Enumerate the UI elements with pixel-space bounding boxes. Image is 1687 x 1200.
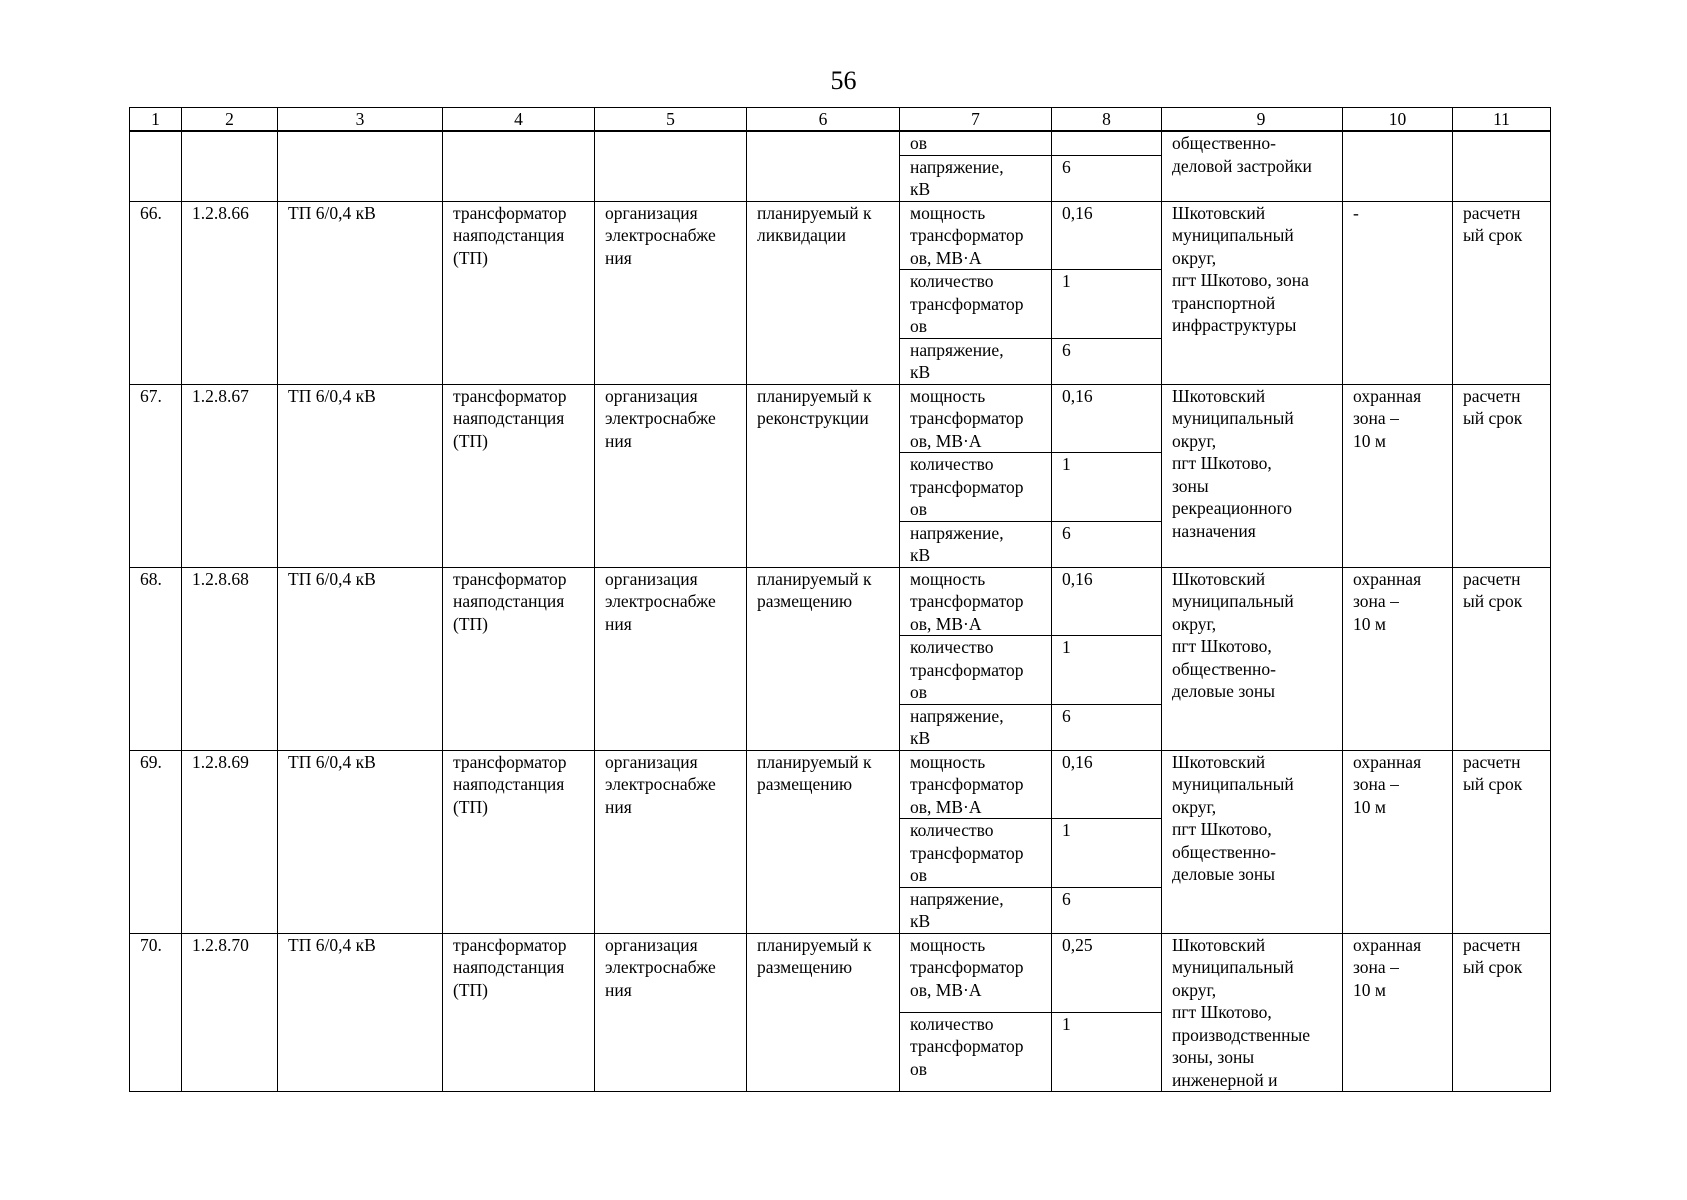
param-value: 6 <box>1052 521 1162 567</box>
object-type: трансформатор наяподстанция (ТП) <box>443 384 595 567</box>
object-name: ТП 6/0,4 кВ <box>278 201 443 384</box>
param-name: количество трансформатор ов <box>900 636 1052 705</box>
location-cell: Шкотовский муниципальный округ, пгт Шкотово, общественно- деловые зоны <box>1162 567 1343 750</box>
term-cell: расчетн ый срок <box>1453 750 1551 933</box>
object-purpose: организация электроснабже ния <box>595 201 747 384</box>
object-purpose: организация электроснабже ния <box>595 384 747 567</box>
param-value: 1 <box>1052 636 1162 705</box>
object-purpose: организация электроснабже ния <box>595 933 747 1092</box>
param-value: 6 <box>1052 155 1162 201</box>
param-name: напряжение, кВ <box>900 887 1052 933</box>
row-number: 66. <box>130 201 182 384</box>
column-number: 11 <box>1453 108 1551 132</box>
object-name: ТП 6/0,4 кВ <box>278 933 443 1092</box>
table-row <box>130 750 1551 819</box>
location-cell: общественно- деловой застройки <box>1162 131 1343 201</box>
table-row <box>130 567 1551 636</box>
param-value: 6 <box>1052 887 1162 933</box>
object-name: ТП 6/0,4 кВ <box>278 567 443 750</box>
param-name: мощность трансформатор ов, МВ·А <box>900 750 1052 819</box>
object-status: планируемый к размещению <box>747 750 900 933</box>
column-number: 2 <box>182 108 278 132</box>
param-name: мощность трансформатор ов, МВ·А <box>900 933 1052 1012</box>
empty-cell <box>443 131 595 201</box>
empty-cell <box>747 131 900 201</box>
param-name: количество трансформатор ов <box>900 1012 1052 1091</box>
object-code: 1.2.8.66 <box>182 201 278 384</box>
empty-cell <box>1453 131 1551 201</box>
table-body <box>130 108 1551 1092</box>
column-number: 5 <box>595 108 747 132</box>
row-number: 67. <box>130 384 182 567</box>
object-purpose: организация электроснабже ния <box>595 750 747 933</box>
zone-cell: охранная зона – 10 м <box>1343 750 1453 933</box>
param-name: напряжение, кВ <box>900 521 1052 567</box>
param-name: мощность трансформатор ов, МВ·А <box>900 201 1052 270</box>
column-number: 1 <box>130 108 182 132</box>
param-value: 0,16 <box>1052 384 1162 453</box>
continued-row <box>130 131 1551 155</box>
column-number: 3 <box>278 108 443 132</box>
table-row <box>130 384 1551 453</box>
param-name: мощность трансформатор ов, МВ·А <box>900 384 1052 453</box>
param-name: количество трансформатор ов <box>900 453 1052 522</box>
column-number: 9 <box>1162 108 1343 132</box>
param-name: количество трансформатор ов <box>900 819 1052 888</box>
zone-cell: - <box>1343 201 1453 384</box>
object-type: трансформатор наяподстанция (ТП) <box>443 750 595 933</box>
page-number: 56 <box>830 66 857 95</box>
object-name: ТП 6/0,4 кВ <box>278 384 443 567</box>
param-value: 1 <box>1052 453 1162 522</box>
term-cell: расчетн ый срок <box>1453 384 1551 567</box>
object-type: трансформатор наяподстанция (ТП) <box>443 201 595 384</box>
location-cell: Шкотовский муниципальный округ, пгт Шкотово, общественно- деловые зоны <box>1162 750 1343 933</box>
param-name: напряжение, кВ <box>900 338 1052 384</box>
param-value: 1 <box>1052 270 1162 339</box>
object-status: планируемый к размещению <box>747 567 900 750</box>
empty-cell <box>130 131 182 201</box>
empty-cell <box>595 131 747 201</box>
param-value <box>1052 131 1162 155</box>
object-status: планируемый к реконструкции <box>747 384 900 567</box>
param-value: 1 <box>1052 1012 1162 1091</box>
empty-cell <box>182 131 278 201</box>
object-status: планируемый к ликвидации <box>747 201 900 384</box>
table-row <box>130 201 1551 270</box>
location-cell: Шкотовский муниципальный округ, пгт Шкотово, зона транспортной инфраструктуры <box>1162 201 1343 384</box>
object-code: 1.2.8.68 <box>182 567 278 750</box>
object-code: 1.2.8.70 <box>182 933 278 1092</box>
object-status: планируемый к размещению <box>747 933 900 1092</box>
param-value: 0,16 <box>1052 201 1162 270</box>
term-cell: расчетн ый срок <box>1453 567 1551 750</box>
row-number: 69. <box>130 750 182 933</box>
param-value: 0,16 <box>1052 567 1162 636</box>
empty-cell <box>1343 131 1453 201</box>
object-type: трансформатор наяподстанция (ТП) <box>443 567 595 750</box>
param-name: количество трансформатор ов <box>900 270 1052 339</box>
param-value: 6 <box>1052 704 1162 750</box>
row-number: 70. <box>130 933 182 1092</box>
row-number: 68. <box>130 567 182 750</box>
column-number: 7 <box>900 108 1052 132</box>
param-name: мощность трансформатор ов, МВ·А <box>900 567 1052 636</box>
column-number: 10 <box>1343 108 1453 132</box>
object-purpose: организация электроснабже ния <box>595 567 747 750</box>
param-name: напряжение, кВ <box>900 704 1052 750</box>
object-type: трансформатор наяподстанция (ТП) <box>443 933 595 1092</box>
param-value: 6 <box>1052 338 1162 384</box>
object-name: ТП 6/0,4 кВ <box>278 750 443 933</box>
zone-cell: охранная зона – 10 м <box>1343 933 1453 1092</box>
column-number: 4 <box>443 108 595 132</box>
empty-cell <box>278 131 443 201</box>
table-row <box>130 933 1551 1012</box>
param-value: 0,16 <box>1052 750 1162 819</box>
param-name: напряжение, кВ <box>900 155 1052 201</box>
param-value: 1 <box>1052 819 1162 888</box>
column-number: 8 <box>1052 108 1162 132</box>
param-value: 0,25 <box>1052 933 1162 1012</box>
zone-cell: охранная зона – 10 м <box>1343 384 1453 567</box>
location-cell: Шкотовский муниципальный округ, пгт Шкотово, зоны рекреационного назначения <box>1162 384 1343 567</box>
object-code: 1.2.8.69 <box>182 750 278 933</box>
column-number-row <box>130 108 1551 132</box>
objects-table <box>129 107 1551 1092</box>
term-cell: расчетн ый срок <box>1453 933 1551 1092</box>
zone-cell: охранная зона – 10 м <box>1343 567 1453 750</box>
location-cell: Шкотовский муниципальный округ, пгт Шкотово, производственные зоны, зоны инженерной и <box>1162 933 1343 1092</box>
column-number: 6 <box>747 108 900 132</box>
object-code: 1.2.8.67 <box>182 384 278 567</box>
term-cell: расчетн ый срок <box>1453 201 1551 384</box>
param-name: ов <box>900 131 1052 155</box>
